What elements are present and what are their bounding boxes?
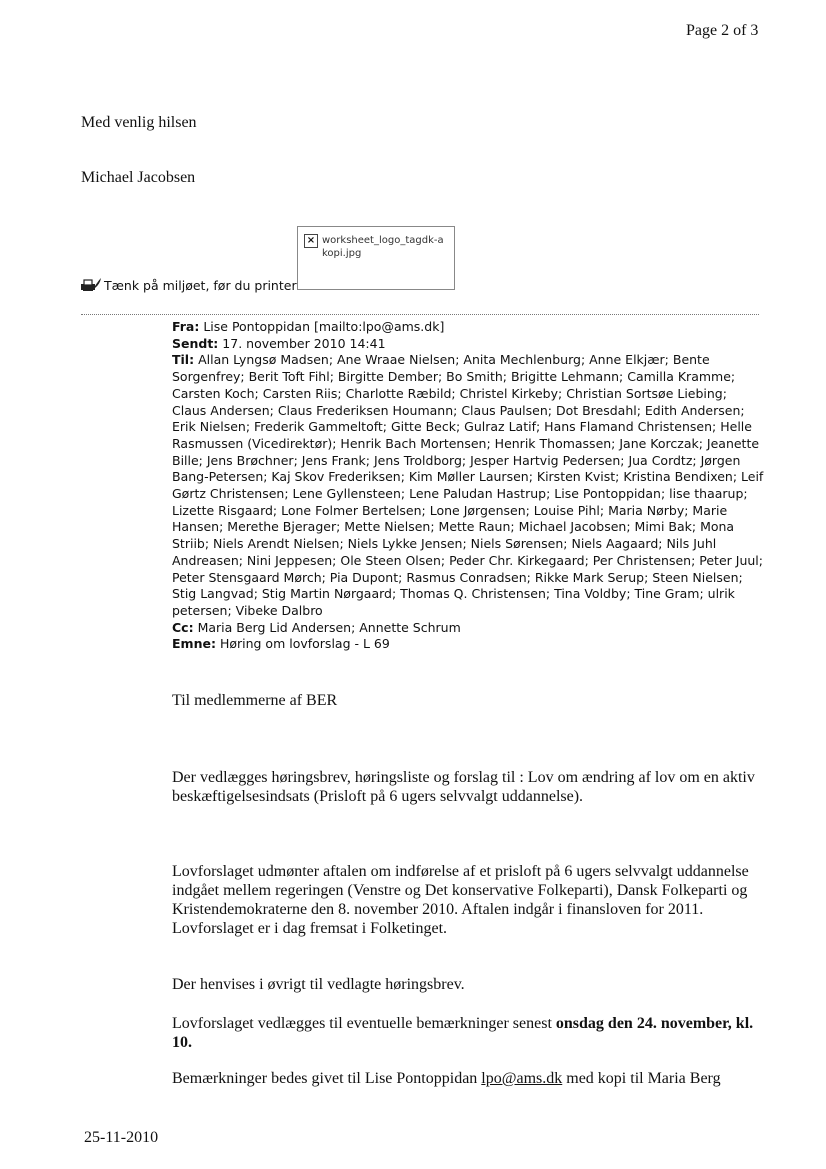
to-value: Allan Lyngsø Madsen; Ane Wraae Nielsen; Anita Mechlenburg; Anne Elkjær; Bente Sorgenfrey; Berit Toft Fihl; Birgitte Dember; Bo Smith; Brigitte Lehmann; Camilla Kramme; Carsten Koch; Carsten Riis; Charlotte Ræbild; Christel Kirkeby; Christian Sortsøe Liebing; Claus Andersen; Claus Frederiksen Houmann; Claus Paulsen; Dot Bresdahl; Edith Andersen; Erik Nielsen; Frederik Gammeltoft; Gitte Beck; Gulraz Latif; Hans Flamand Christensen; Helle Rasmussen (Vicedirektør); Henrik Bach Mortensen; Henrik Thomassen; Jane Korczak; Jeanette Bille; Jens Brøchner; Jens Frank; Jens Troldborg; Jesper Hartvig Pedersen; Jua Cordtz; Jørgen Bang-Petersen; Kaj Skov Frederiksen; Kim Møller Laursen; Kirsten Kvist; Kristina Bendixen; Leif Gørtz Christensen; Lene Gyllensteen; Lene Paludan Hastrup; Lise Pontoppidan; lise thaarup; Lizette Risgaard; Lone Folmer Bertelsen; Lone Jørgensen; Louise Pihl; Maria Nørby; Marie Hansen; Merethe Bjerager; Mette Nielsen; Mette Raun; Michael Jacobsen; Mimi Bak; Mona Striib; Niels Arendt Nielsen; Niels Lykke Jensen; Niels Sørensen; Niels Aagaard; Nils Juhl Andreasen; Nini Jeppesen; Ole Steen Olsen; Peder Chr. Kirkegaard; Per Christensen; Peter Juul; Peter Stensgaard Mørch; Pia Dupont; Rasmus Conradsen; Rikke Mark Serup; Steen Nielsen; Stig Langvad; Stig Martin Nørgaard; Thomas Q. Christensen; Tina Voldby; Tine Gram; ulrik petersen; Vibeke Dalbro bbox=[172, 352, 764, 618]
image-filename: worksheet_logo_tagdk-a kopi.jpg bbox=[322, 235, 444, 259]
paragraph-agreement: Lovforslaget udmønter aftalen om indførelse af et prisloft på 6 ugers selvvalgt uddannelse indgået mellem regeringen (Venstre og Det konservative Folkeparti), Dansk Folkeparti og Kristendemokraterne den 8. november 2010. Aftalen indgår i finansloven for 2011. Lovforslaget er i dag fremsat i Folketinget. bbox=[172, 863, 749, 937]
divider bbox=[81, 314, 759, 315]
paragraph-deadline: Lovforslaget vedlægges til eventuelle bemærkninger senest onsdag den 24. november, kl. 10. bbox=[172, 1015, 754, 1051]
paragraph-reference: Der henvises i øvrigt til vedlagte høringsbrev. bbox=[172, 976, 465, 993]
cc-line: Cc: Maria Berg Lid Andersen; Annette Schrum bbox=[172, 619, 461, 635]
page-number: Page 2 of 3 bbox=[686, 22, 759, 39]
from-value: Lise Pontoppidan [mailto:lpo@ams.dk] bbox=[203, 319, 445, 334]
footer-date: 25-11-2010 bbox=[84, 1129, 159, 1146]
paragraph-enclosures: Der vedlægges høringsbrev, høringsliste og forslag til : Lov om ændring af lov om en aktiv beskæftigelsesindsats (Prisloft på 6 ugers selvvalgt uddannelse). bbox=[172, 769, 755, 805]
closing-line: Med venlig hilsen bbox=[81, 114, 197, 131]
to-line: Til: Allan Lyngsø Madsen; Ane Wraae Nielsen; Anita Mechlenburg; Anne Elkjær; Bente Sorgenfrey; Berit Toft Fihl; Birgitte Dember; Bo Smith; Brigitte Lehmann; Camilla Kramme; Carsten Koch; Carsten Riis; Charlotte Ræbild; Christel Kirkeby; Christian Sortsøe Liebing; Claus Andersen; Claus Frederiksen Houmann; Claus Paulsen; Dot Bresdahl; Edith Andersen; Erik Nielsen; Frederik Gammeltoft; Gitte Beck; Gulraz Latif; Hans Flamand Christensen; Helle Rasmussen (Vicedirektør); Henrik Bach Mortensen; Henrik Thomassen; Jane Korczak; Jeanette Bille; Jens Brøchner; Jens Frank; Jens Troldborg; Jesper Hartvig Pedersen; Jua Cordtz; Jørgen Bang-Petersen; Kaj Skov Frederiksen; Kim Møller Laursen; Kirsten Kvist; Kristina Bendixen; Leif Gørtz Christensen; Lene Gyllensteen; Lene Paludan Hastrup; Lise Pontoppidan; lise thaarup; Lizette Risgaard; Lone Folmer Bertelsen; Lone Jørgensen; Louise Pihl; Maria Nørby; Marie Hansen; Merethe Bjerager; Mette Nielsen; Mette Raun; Michael Jacobsen; Mimi Bak; Mona Striib; Niels Arendt Nielsen; Niels Lykke Jensen; Niels Sørensen; Niels Aagaard; Nils Juhl Andreasen; Nini Jeppesen; Ole Steen Olsen; Peder Chr. Kirkegaard; Per Christensen; Peter Juul; Peter Stensgaard Mørch; Pia Dupont; Rasmus Conradsen; Rikke Mark Serup; Steen Nielsen; Stig Langvad; Stig Martin Nørgaard; Thomas Q. Christensen; Tina Voldby; Tine Gram; ulrik petersen; Vibeke Dalbro bbox=[172, 352, 764, 618]
email-header bbox=[172, 319, 764, 653]
paragraph-comments: Bemærkninger bedes givet til Lise Pontoppidan lpo@ams.dk med kopi til Maria Berg bbox=[172, 1070, 721, 1087]
signer-name: Michael Jacobsen bbox=[81, 169, 196, 186]
sent-line: Sendt: 17. november 2010 14:41 bbox=[172, 335, 386, 351]
eco-print-icon bbox=[80, 276, 102, 292]
deadline: onsdag den 24. november, kl. 10. bbox=[172, 1015, 754, 1051]
from-line: Fra: Lise Pontoppidan [mailto:lpo@ams.dk] bbox=[172, 319, 445, 334]
greeting: Til medlemmerne af BER bbox=[172, 692, 338, 709]
broken-image-icon: × bbox=[304, 234, 318, 248]
subject-value: Høring om lovforslag - L 69 bbox=[219, 636, 390, 652]
signature-image-placeholder bbox=[297, 226, 455, 290]
subject-line: Emne: Høring om lovforslag - L 69 bbox=[172, 636, 390, 652]
cc-value: Maria Berg Lid Andersen; Annette Schrum bbox=[197, 619, 461, 635]
email-link[interactable]: lpo@ams.dk bbox=[481, 1070, 563, 1087]
sent-value: 17. november 2010 14:41 bbox=[222, 335, 386, 351]
eco-note: Tænk på miljøet, før du printer bbox=[104, 278, 297, 293]
